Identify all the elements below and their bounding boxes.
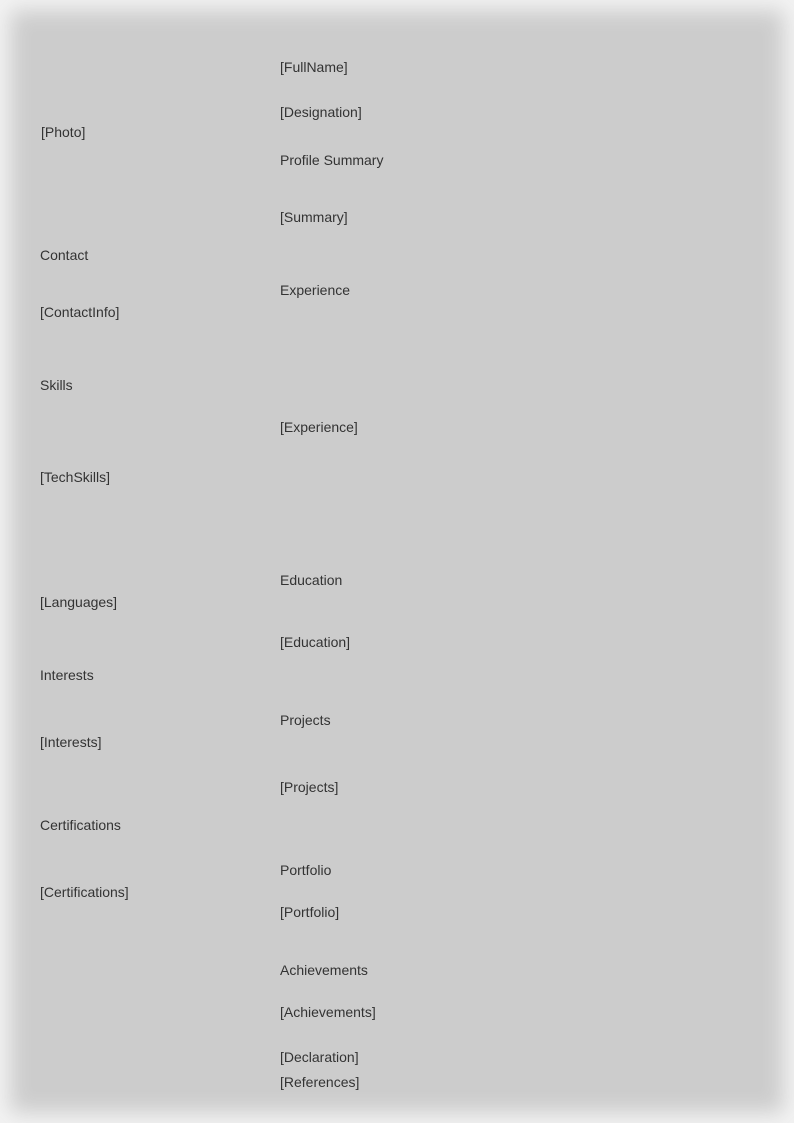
portfolio: [Portfolio] [280,904,340,920]
skills-heading: Skills [40,377,73,393]
achievements: [Achievements] [280,1004,376,1020]
profile-summary-heading: Profile Summary [280,152,384,168]
declaration: [Declaration] [280,1049,359,1065]
projects-heading: Projects [280,712,331,728]
tech-skills: [TechSkills] [40,469,111,485]
education-heading: Education [280,572,343,588]
achievements-heading: Achievements [280,962,368,978]
interests: [Interests] [40,734,102,750]
projects: [Projects] [280,779,339,795]
certifications-heading: Certifications [40,817,121,833]
designation: [Designation] [280,104,362,120]
languages: [Languages] [40,594,118,610]
experience: [Experience] [280,419,358,435]
summary: [Summary] [280,209,348,225]
contact-info: [ContactInfo] [40,304,120,320]
interests-heading: Interests [40,667,94,683]
photo-placeholder: [Photo] [41,124,86,140]
education: [Education] [280,634,351,650]
full-name: [FullName] [280,59,348,75]
portfolio-heading: Portfolio [280,862,332,878]
references: [References] [280,1074,360,1090]
contact-heading: Contact [40,247,89,263]
experience-heading: Experience [280,282,351,298]
certifications: [Certifications] [40,884,129,900]
